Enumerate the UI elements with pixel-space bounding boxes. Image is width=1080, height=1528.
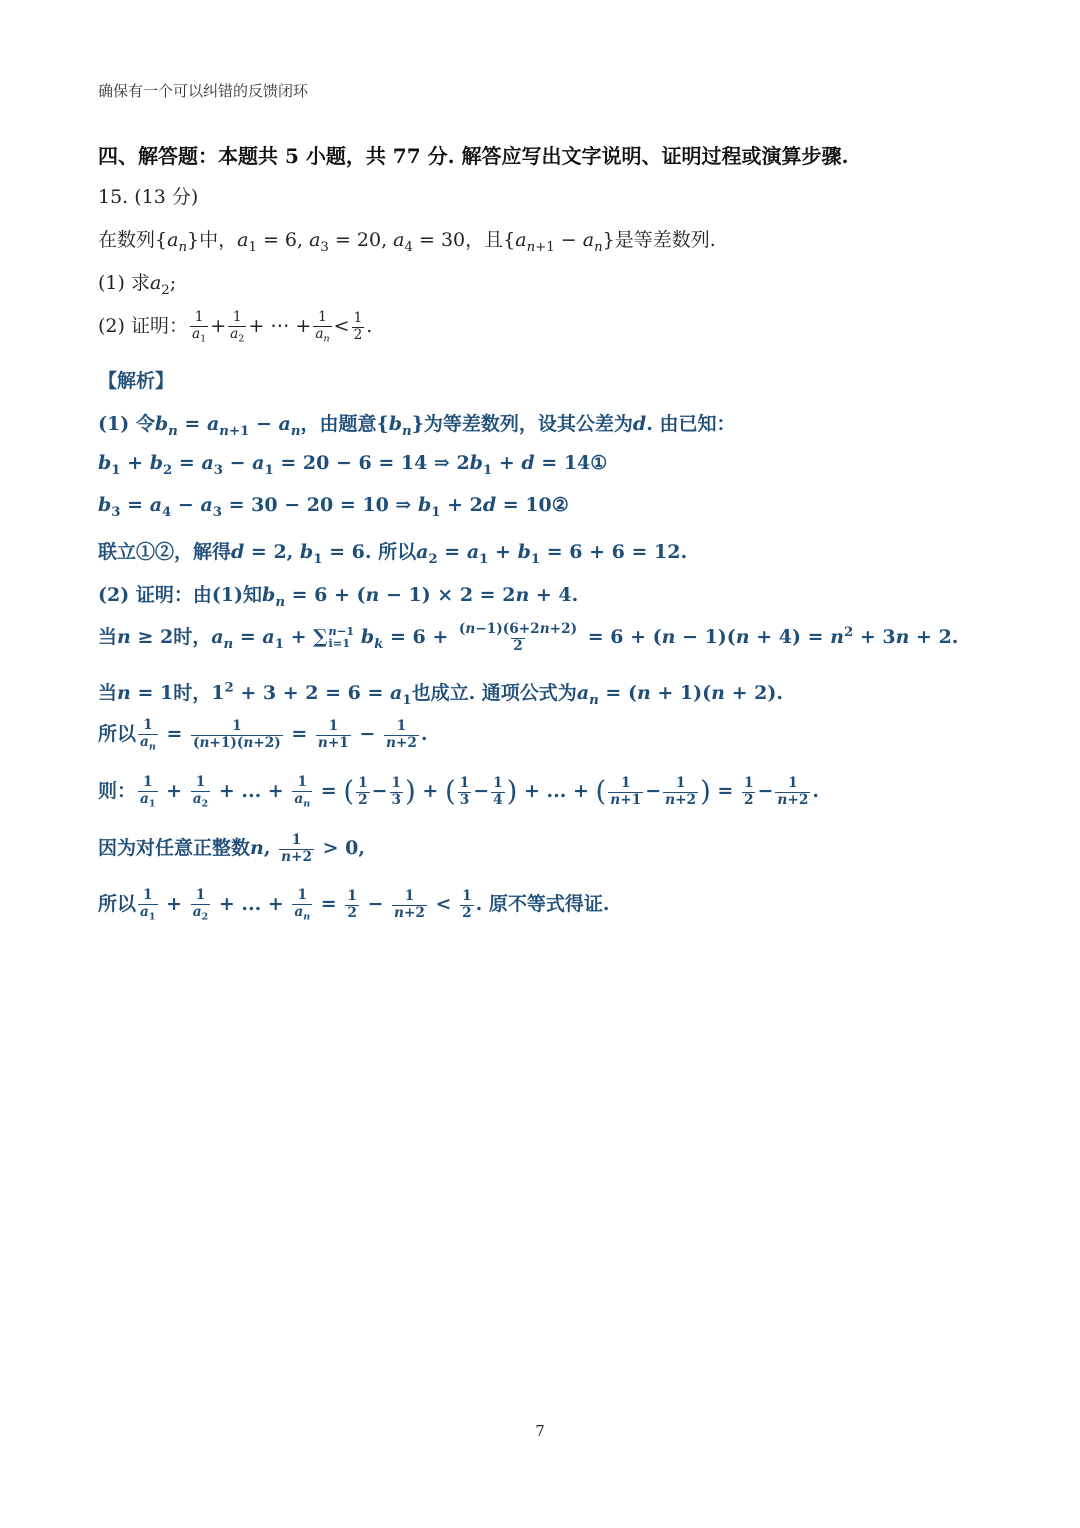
solution-line-2: $b_1 + b_2 = a_3 - a_1 = 20 - 6 = 14$ ⇒ $2b_1 + d$ = 14① [98, 452, 608, 478]
solution-line-1: (1) 令$b_n = a_{n+1} - a_n$，由题意$\{b_n\}$为等差数列，设其公差为d. 由已知： [98, 413, 736, 439]
solution-line-5: (2) 证明：由(1)知$b_n = 6 + (n - 1) \times 2 = 2n + 4$. [98, 584, 579, 610]
solution-line-6: 当n ≥ 2时，$a_n = a_1$ + ∑ n−1 i=1 $b_k = 6$ + $\frac{(n-1)(6+2n+2)}{2}$ = $6 + (n - 1)(n + 4) = n^2 + 3n + 2$. [98, 621, 959, 654]
solution-line-3: $b_3 = a_4 - a_3 = 30 - 20 = 10$ ⇒ $b_1 + 2d$ = 10② [98, 494, 569, 520]
solution-line-8: 所以 $\frac{1}{a_n}$ = $\frac{1}{(n+1)(n+2)}$ = $\frac{1}{n+1}$ − $\frac{1}{n+2}$ . [98, 717, 428, 753]
problem-part-2: (2) 证明： $\frac{1}{a_1}$ + $\frac{1}{a_2}$ + ⋯ + $\frac{1}{a_n}$ < $\frac{1}{2}$ . [98, 309, 373, 345]
problem-part-1: (1) 求$a_2$; [98, 272, 177, 298]
solution-line-4: 联立①②，解得d = 2, $b_1 = 6$. 所以$a_2 = a_1 + b_1 = 6 + 6 = 12$. [98, 541, 688, 567]
solution-heading: 【解析】 [98, 370, 175, 392]
problem-stem: 在数列$\{a_n\}$中，$a_1 = 6$, $a_3 = 20$, $a_4 = 30$，且$\{a_{n+1} - a_n\}$是等差数列. [98, 229, 716, 255]
solution-line-7: 当n = 1时，$1^2 + 3 + 2 = 6 = a_1$也成立. 通项公式为$a_n = (n + 1)(n + 2)$. [98, 680, 783, 708]
solution-line-9: 则： $\frac{1}{a_1}$ + $\frac{1}{a_2}$ + ... + $\frac{1}{a_n}$ = ( $\frac{1}{2}$ − $\frac{1}{3}$ ) + ( $\frac{1}{3}$ − $\frac{1}{4}$ ) + ... + ( $\frac{1}{n+1}$ − $\frac{1}{n+2}$ ) = $\frac{1}{2}$ − $\frac{1}{n+2}$ . [98, 774, 819, 810]
section-title: 四、解答题：本题共 5 小题，共 77 分. 解答应写出文字说明、证明过程或演算步骤. [98, 144, 849, 168]
page-number: 7 [535, 1422, 545, 1440]
problem-number: 15. (13 分) [98, 186, 199, 208]
header-note: 确保有一个可以纠错的反馈闭环 [98, 82, 309, 100]
solution-line-10: 因为对任意正整数n, $\frac{1}{n+2}$ > 0, [98, 832, 365, 865]
solution-line-11: 所以 $\frac{1}{a_1}$ + $\frac{1}{a_2}$ + ... + $\frac{1}{a_n}$ = $\frac{1}{2}$ − $\frac{1}{n+2}$ < $\frac{1}{2}$ . 原不等式得证. [98, 887, 610, 923]
